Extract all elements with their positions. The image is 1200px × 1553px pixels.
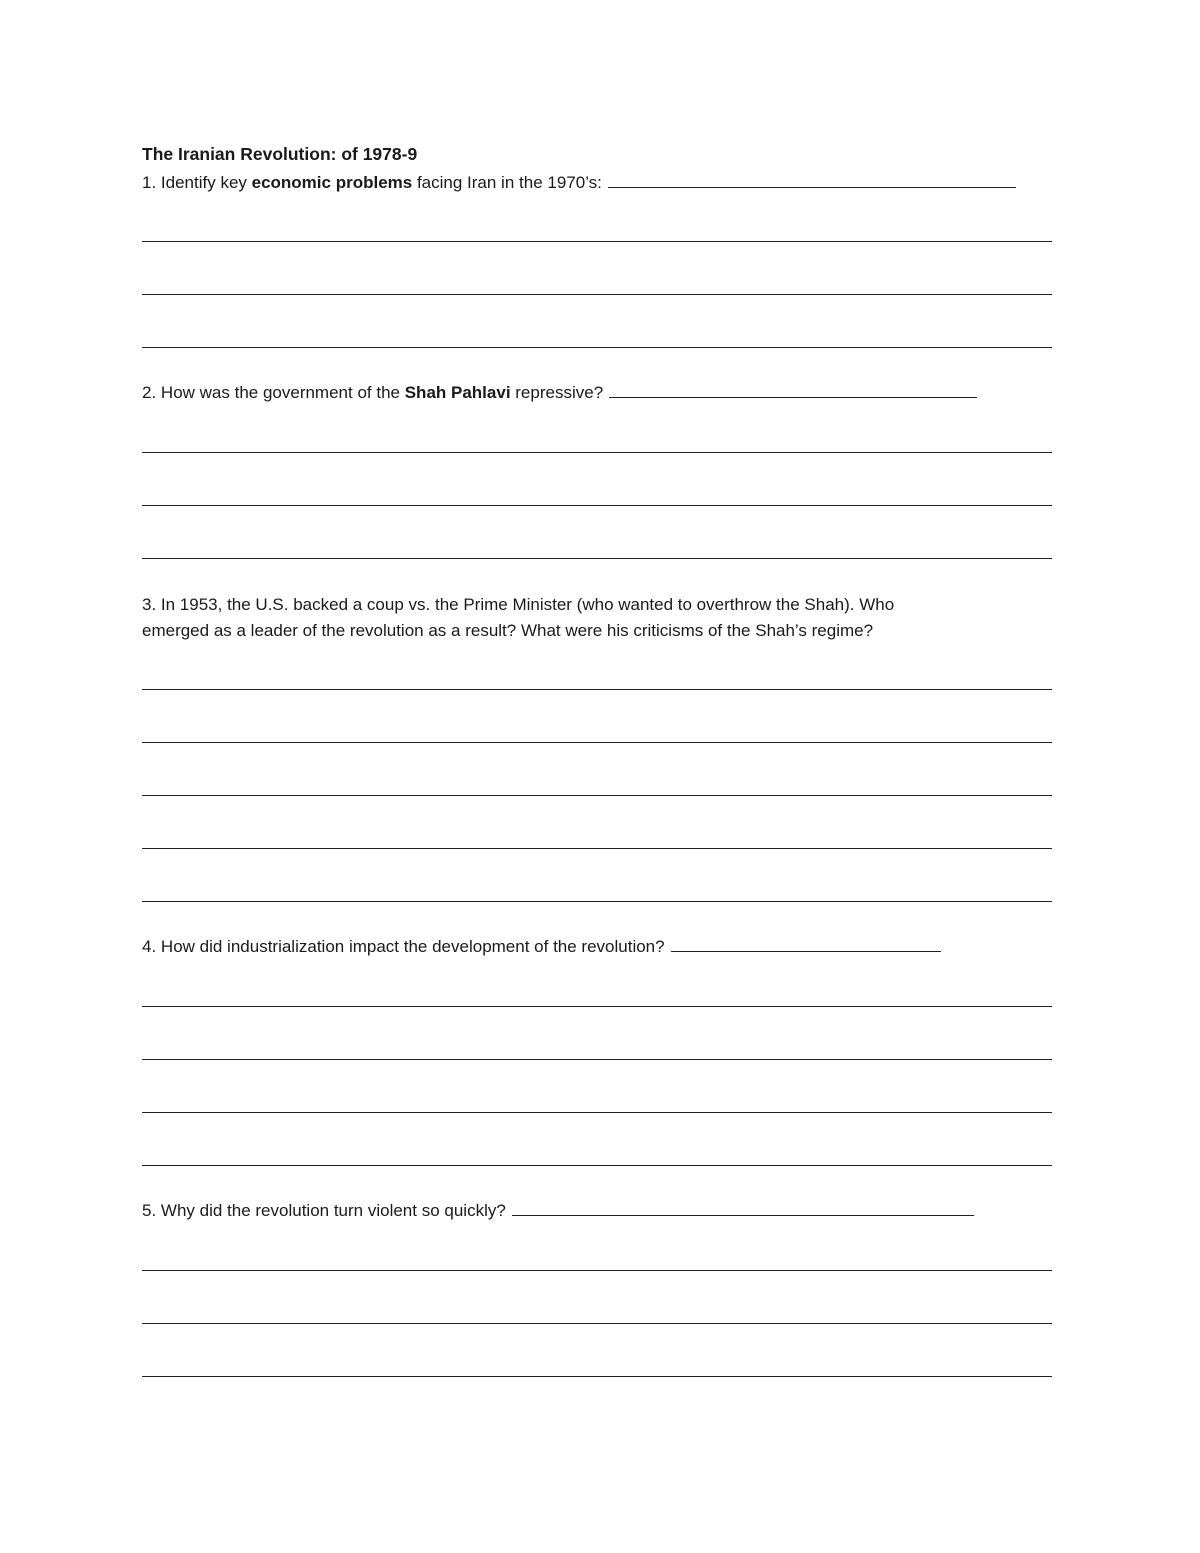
question-1-inline-blank[interactable] xyxy=(608,173,1016,188)
question-1 xyxy=(142,172,1016,194)
question-3-answer-line-2[interactable] xyxy=(142,742,1052,743)
question-4-answer-line-1[interactable] xyxy=(142,1006,1052,1007)
question-3-answer-line-1[interactable] xyxy=(142,689,1052,690)
question-2-number: 2. xyxy=(142,383,157,402)
question-3-number: 3. xyxy=(142,595,157,614)
question-4 xyxy=(142,936,941,958)
question-2-inline-blank[interactable] xyxy=(609,383,977,398)
question-4-inline-blank[interactable] xyxy=(671,937,941,952)
question-2-text: How was the government of the xyxy=(156,383,405,402)
question-3-text: In 1953, the U.S. backed a coup vs. the Prime Minister (who wanted to overthrow the Shah). Who xyxy=(156,595,895,614)
question-2-answer-line-2[interactable] xyxy=(142,505,1052,506)
question-4-number: 4. xyxy=(142,937,157,956)
question-1-answer-line-1[interactable] xyxy=(142,241,1052,242)
question-5-inline-blank[interactable] xyxy=(512,1201,974,1216)
question-1-text-end: facing Iran in the 1970’s: xyxy=(412,173,602,192)
question-3-line-1 xyxy=(142,594,894,616)
question-3-answer-line-5[interactable] xyxy=(142,901,1052,902)
question-1-number: 1. xyxy=(142,173,157,192)
question-4-answer-line-3[interactable] xyxy=(142,1112,1052,1113)
question-4-answer-line-4[interactable] xyxy=(142,1165,1052,1166)
question-4-text: How did industrialization impact the development of the revolution? xyxy=(156,937,665,956)
question-2-answer-line-1[interactable] xyxy=(142,452,1052,453)
question-2-answer-line-3[interactable] xyxy=(142,558,1052,559)
worksheet-title: The Iranian Revolution: of 1978-9 xyxy=(142,144,418,164)
question-5 xyxy=(142,1200,974,1222)
question-2-keyword: Shah Pahlavi xyxy=(404,383,511,402)
question-3-answer-line-3[interactable] xyxy=(142,795,1052,796)
question-3-answer-line-4[interactable] xyxy=(142,848,1052,849)
question-1-keyword: economic problems xyxy=(251,173,413,192)
question-5-text: Why did the revolution turn violent so quickly? xyxy=(156,1201,506,1220)
question-5-answer-line-1[interactable] xyxy=(142,1270,1052,1271)
question-1-answer-line-2[interactable] xyxy=(142,294,1052,295)
question-2 xyxy=(142,382,977,404)
question-3-line-2: emerged as a leader of the revolution as a result? What were his criticisms of the Shah’s regime? xyxy=(142,621,874,640)
question-2-text-end: repressive? xyxy=(510,383,604,402)
question-5-answer-line-2[interactable] xyxy=(142,1323,1052,1324)
question-1-answer-line-3[interactable] xyxy=(142,347,1052,348)
question-5-number: 5. xyxy=(142,1201,157,1220)
question-5-answer-line-3[interactable] xyxy=(142,1376,1052,1377)
question-1-text: Identify key xyxy=(156,173,252,192)
question-4-answer-line-2[interactable] xyxy=(142,1059,1052,1060)
